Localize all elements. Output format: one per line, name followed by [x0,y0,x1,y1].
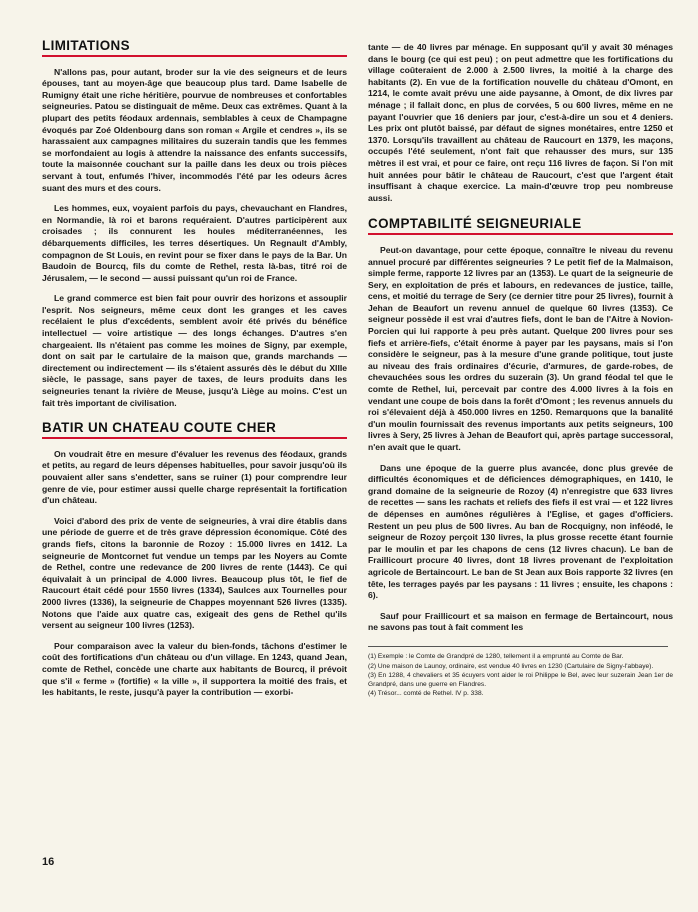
paragraph: N'allons pas, pour autant, broder sur la vie des seigneurs et de leurs épouses, tant au moyen-âge que beaucoup plus tard. Dame Isabelle de Rumigny était une riche héritière, pourvue de nombreuses et confortables seigneuries. Patou se distinguait de même. Deux cas extrêmes. Quant à la plupart des petits féodaux ardennais, semblables à ceux de Champagne évoqués par Zoé Oldenbourg dans son roman « Argile et cendres », ils se harassaient aux campagnes militaires du suzerain tandis que les femmes se morfondaient au logis à attendre la naissance des enfants successifs, toute la maisonnée couchant sur la paille dans les deux ou trois pièces servant à tout, enfumés l'hiver, incommodés l'été par les odeurs âcres suant des murs et des cours. [42,66,347,193]
paragraph: Sauf pour Fraillicourt et sa maison en fermage de Bertaincourt, nous ne savons pas tout à fait comment les [368,610,673,633]
paragraph: Peut-on davantage, pour cette époque, connaître le niveau du revenu annuel procuré par différentes seigneuries ? Le petit fief de la Malmaison, simple ferme, rapporte 12 livres par an (1353). Le quart de la seigneurie de Sery, en exploitation de prés et labours, en redevances de justice, taille, cens, et moitié du terrage de Sery (ce dernier titre pour 25 livres), fournit à Jehan de Beaufort un revenu annuel de quelque 60 livres (1353). Ce seigneur possède il est vrai d'autres fiefs, dont le ban de l'Aitre à Novion-Porcien qui lui rapporte à peu près autant. Quelque 200 livres pour ses fiefs et arrière-fiefs, c'était énorme à payer par les paysans, mais si l'on considère le seigneur, pas à la mesure d'une grande politique, tout juste au niveau des frais ordinaires d'écurie, d'armures, de garde-robes, de chevauchées sous les ordres du suzerain (3). Un grand féodal tel que le comte de Rethel, lui, percevait par contre des 4.000 livres à la fois en vendant une coupe de bois dans la forêt d'Omont ; les revenus annuels du roi s'élevaient déjà à 450.000 livres en 1250. Remarquons que la banalité d'un moulin fournissait des revenus importants aux petits seigneurs, 100 livres à Sery, 25 livres à Jehan de Beaufort qui, après partage successoral, n'en avait que le quart. [368,244,673,452]
heading-rule [42,55,347,57]
paragraph: Dans une époque de la guerre plus avancée, donc plus grevée de difficultés économiques et de déficiences démographiques, en 1410, le grand domaine de la seigneurie de Rozoy (4) n'enregistre que 633 livres de recettes — sans les rachats et reliefs des fiefs il est vrai — et 122 livres de dépenses en aumônes régulières à l'Eglise, et gages d'officiers. Restent un peu plus de 500 livres. Au ban de Rocquigny, non inféodé, le seigneur de Rozoy perçoit 130 livres, la plus grosse recette étant fournie par le moulin et par les chapons de cens (12 livres chacun). Le ban de Fraillicourt procure 40 livres, dont 18 livres provenant de l'exploitation agricole de Bertaincourt. Le ban de St Jean aux Bois rapporte 32 livres (en tête, les terrages payés par les paysans : 11 livres ; ensuite, les chapons : 6). [368,462,673,601]
footnote: (1) Exemple : le Comte de Grandpré de 1280, tellement il a emprunté au Comte de Bar. [368,652,624,660]
section-heading-comptabilite: COMPTABILITÉ SEIGNEURIALE [368,216,582,232]
left-column [42,40,347,699]
footnote-divider [368,646,668,647]
footnote: (2) Une maison de Launoy, ordinaire, est vendue 40 livres en 1230 (Cartulaire de Signy-l'abbaye). [368,662,654,670]
footnote: (3) En 1288, 4 chevaliers et 35 écuyers vont aider le roi Philippe le Bel, avec leur suzerain Jean 1er de Grandpré, dans une guerre en Flandres. [368,672,673,688]
footnote: (4) Trésor... comté de Rethel. IV p. 338. [368,690,484,698]
section-heading-limitations: LIMITATIONS [42,38,130,53]
paragraph: tante — de 40 livres par ménage. En supposant qu'il y avait 30 ménages dans le bourg (ce qui est peu) ; on peut admettre que les fortifications du village coûteraient de 2.000 à 2.500 livres, la moitié à la charge des habitants (2). En vue de la fortification nouvelle du château d'Omont, en 1214, le comte avait prévu une aide paysanne, à Omont, de dix livres par ménage ; il fallait donc, en plus de corvées, 5 ou 600 livres, même en ne payant l'ouvrier que 16 deniers par jour, c'est-à-dire un sou et 4 deniers. Les prix ont plutôt baissé, par défaut de signes monétaires, entre 1250 et 1370. Lorsqu'ils travaillent au château de Raucourt en 1379, les maçons, occupés l'été seulement, n'ont fait que rehausser des murs, sur 135 mètres il est vrai, et pour ce faire, ont reçu 116 livres de façon. Si l'on mit huit années pour bâtir le château de Raucourt, c'est que l'argent était insuffisant à chaque exercice. La main-d'œuvre trop peu nombreuse aussi. [368,42,673,203]
heading-rule [368,233,673,235]
paragraph: Voici d'abord des prix de vente de seigneuries, à vrai dire établis dans une période de guerre et de très grave dépression économique. Côté des grands fiefs, citons la baronnie de Rozoy : 15.000 livres en 1412. La seigneurie de Montcornet fut vendue un temps par les Noyers au Comte de Rethel, contre une redevance de 200 livres de rente (1443). Ce qui équivalait à un principal de 4.000 livres. Beaucoup plus tôt, le fief de Raucourt était cédé pour 1550 livres (1334), Saulces aux Tournelles pour 2000 livres (1336), la seigneurie de Chappes moyennant 526 livres (1335). Notons que l'aide aux quatre cas, exigeait des gens de Rethel qu'ils versent au seigneur 100 livres (1253). [42,515,347,631]
paragraph: On voudrait être en mesure d'évaluer les revenus des féodaux, grands et petits, au regard de leurs dépenses habituelles, pour savoir jusqu'où ils pouvaient aller sans s'endetter, sans se ruiner (1) pour comprendre leur genre de vie, pour estimer aussi quelle charge représentait la fortification d'un château. [42,448,347,506]
page-number: 16 [42,856,55,868]
footnotes [368,653,673,699]
right-column [368,42,673,700]
paragraph: Le grand commerce est bien fait pour ouvrir des horizons et assouplir l'esprit. Nos seigneurs, même ceux dont les granges et les caves recélaient le plus d'excédents, semblent avoir été privés du bénéfice intellectuel — voire artistique — des longs échanges. D'autres s'en chargeaient. Ils n'étaient pas comme les moines de Signy, par exemple, dont on sait par le cartulaire de la maison que, grands marchands — directement ou indirectement — ils s'étaient assurés dès le début du XIIIe siècle, le passage, sans payer de taxes, de leurs produits dans les seigneuries tenant la rivière de Meuse, jusqu'à Liège au moins. C'est un fait très important de civilisation. [42,293,347,408]
paragraph: Les hommes, eux, voyaient parfois du pays, chevauchant en Flandres, en Normandie, là roi et barons requéraient. D'autres participèrent aux croisades ; ils connurent les houles méditerranéennes, les débarquements difficiles, les terres désertiques. Un Regnault d'Ambly, compagnon de St Louis, en revint pour se fixer dans le pays de la Bar. Un Baudoin de Bourcq, fils du comte de Rethel, resta là-bas, titré roi de Jérusalem, — le second — aussi puissant qu'un roi de France. [42,203,347,283]
section-heading-batir: BATIR UN CHATEAU COUTE CHER [42,420,277,436]
paragraph: Pour comparaison avec la valeur du bien-fonds, tâchons d'estimer le coût des fortifications d'un château ou d'un village. En 1243, quand Jean, comte de Rethel, concède une charte aux habitants de Bourcq, il prévoit que s'il « ferme » (fortifie) « la ville », il supportera la moitié des frais, et les habitants, le reste, jusqu'à payer la contribution — exorbi- [42,640,347,698]
heading-rule [42,437,347,439]
